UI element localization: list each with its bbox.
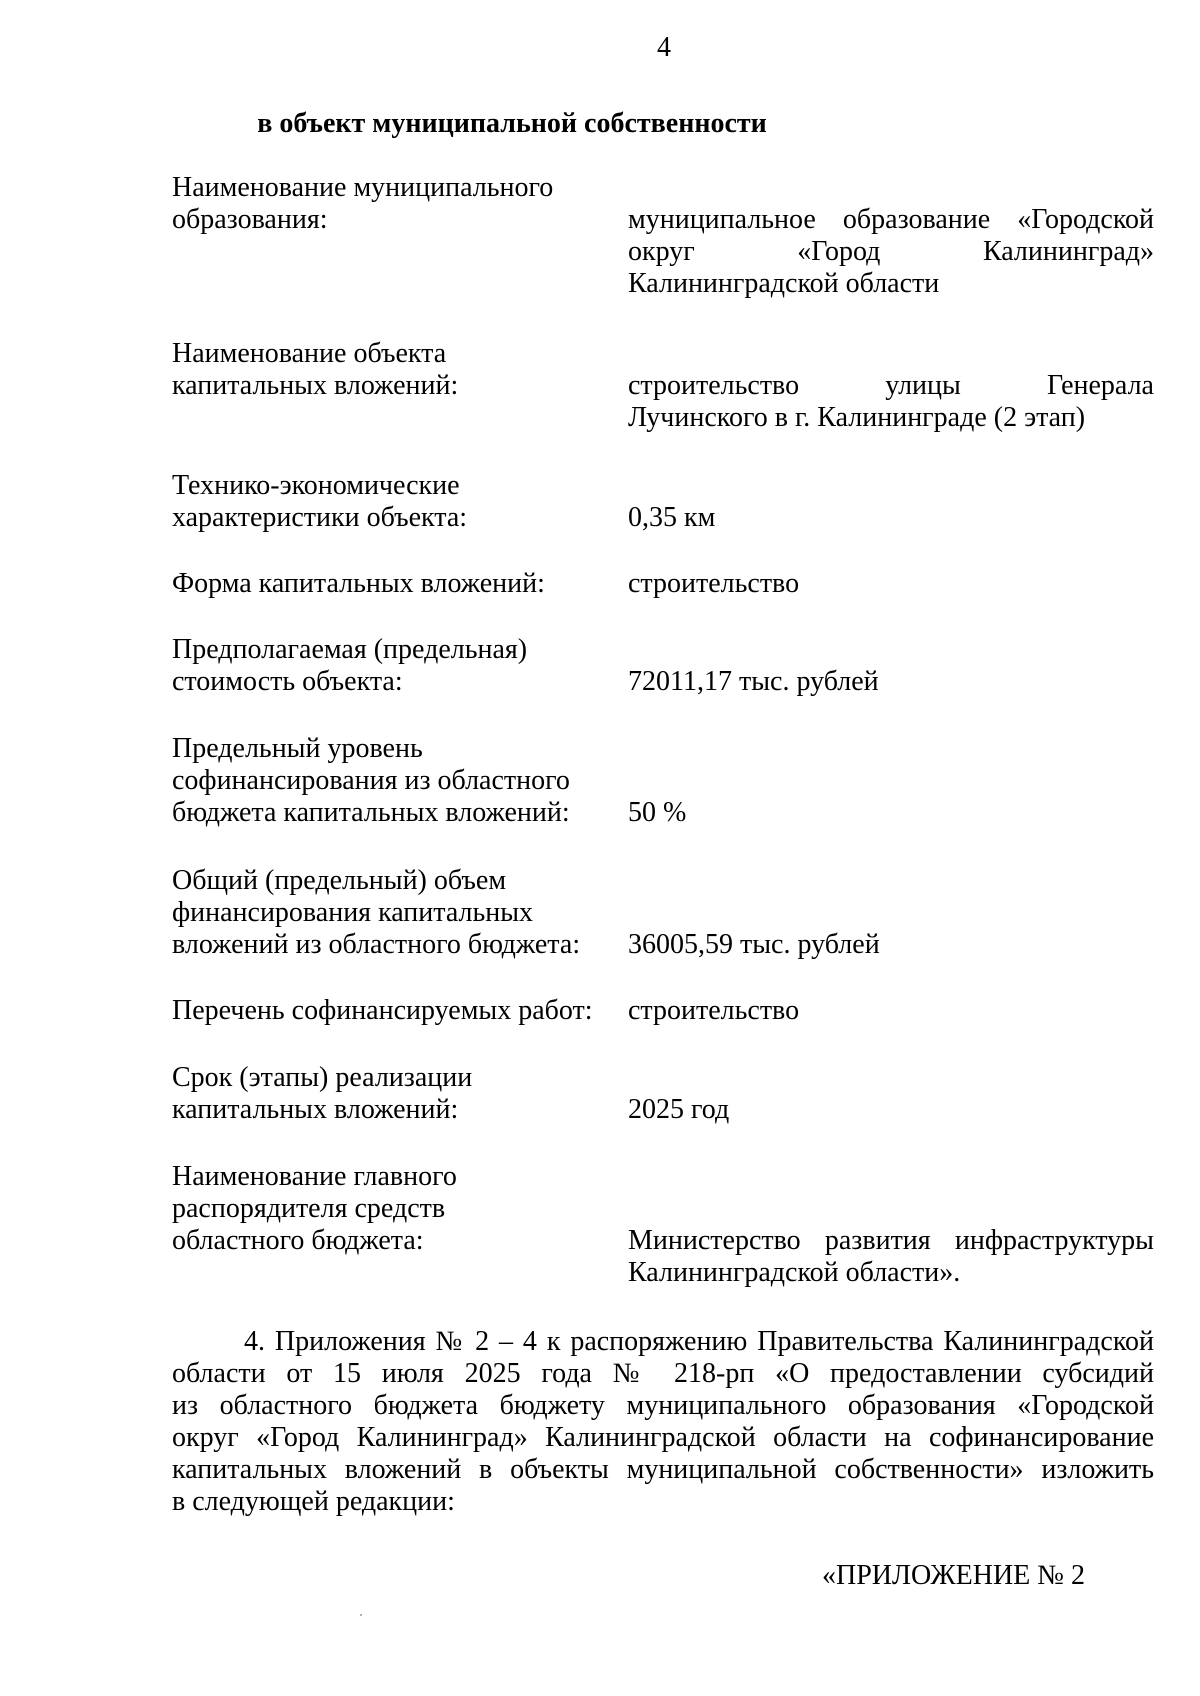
field-municipality: [172, 172, 1154, 300]
appendix-heading: «ПРИЛОЖЕНИЕ № 2: [822, 1560, 1085, 1591]
field-works-list: [172, 995, 1154, 1027]
field-financing-volume: [172, 865, 1154, 961]
field-label: Срок (этапы) реализации капитальных вложений:: [172, 1062, 473, 1125]
field-label: Предельный уровень софинансирования из областного бюджета капитальных вложений:: [172, 733, 570, 828]
section-heading: в объект муниципальной собственности: [257, 108, 767, 139]
field-value: 2025 год: [628, 1094, 730, 1125]
field-label: Общий (предельный) объем финансирования капитальных вложений из областного бюджета:: [172, 865, 581, 960]
field-investment-form: [172, 568, 1154, 600]
field-label: Технико-экономические характеристики объекта:: [172, 470, 468, 533]
field-value: 0,35 км: [628, 502, 716, 533]
field-value: строительство улицы Генерала Лучинского в г. Калининграде (2 этап): [628, 370, 1154, 433]
field-value: муниципальное образование «Городской округ «Город Калининград» Калининградской области: [628, 204, 1154, 299]
field-estimated-cost: [172, 634, 1154, 698]
field-label: Наименование объекта капитальных вложений:: [172, 338, 459, 401]
field-implementation-period: [172, 1062, 1154, 1126]
field-label: Предполагаемая (предельная) стоимость объекта:: [172, 634, 528, 697]
field-cofinancing-level: [172, 733, 1154, 829]
field-label: Наименование главного распорядителя средств областного бюджета:: [172, 1161, 457, 1256]
field-label: Наименование муниципального образования:: [172, 172, 554, 235]
field-budget-manager: [172, 1161, 1154, 1289]
field-value: строительство: [628, 568, 800, 599]
field-label: Перечень софинансируемых работ:: [172, 995, 593, 1026]
field-object: [172, 338, 1154, 434]
page-number: 4: [657, 32, 671, 63]
body-paragraph: 4. Приложения № 2 – 4 к распоряжению Правительства Калининградской области от 15 июля 2025 года № 218-рп «О предоставлении субсидий из областного бюджета бюджету муниципального образования «Городской округ «Город Калининград» Калининградской области на софинансирование капитальных вложений в объекты муниципальной собственности» изложить в следующей редакции:: [172, 1326, 1154, 1517]
field-label: Форма капитальных вложений:: [172, 568, 545, 599]
field-characteristics: [172, 470, 1154, 534]
field-value: 36005,59 тыс. рублей: [628, 929, 880, 960]
field-value: 72011,17 тыс. рублей: [628, 666, 879, 697]
field-value: 50 %: [628, 797, 687, 828]
field-value: Министерство развития инфраструктуры Калининградской области».: [628, 1225, 1154, 1288]
scan-speck: [360, 1614, 362, 1616]
field-value: строительство: [628, 995, 800, 1026]
